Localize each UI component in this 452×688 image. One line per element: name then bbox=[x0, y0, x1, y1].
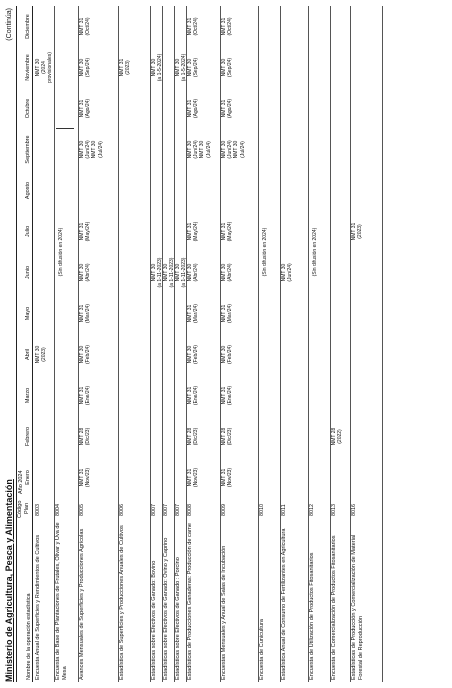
release-line: NMT 30 bbox=[233, 140, 240, 159]
release-line: NMT 30 bbox=[79, 345, 85, 364]
release-line: (Ago/24) bbox=[85, 98, 92, 119]
release-line: NMT 30 bbox=[199, 140, 206, 159]
release-line: (2023) bbox=[357, 224, 364, 239]
release-line: (Sep/24) bbox=[193, 57, 200, 78]
release-line: NMT 30 bbox=[79, 263, 85, 282]
release-cell bbox=[221, 375, 233, 416]
release-line: NMT 30 bbox=[175, 58, 181, 77]
release-cell bbox=[221, 47, 233, 88]
no-release-note: (Sin difusión en 2024) bbox=[262, 227, 268, 277]
plan-code: 8008 bbox=[187, 504, 193, 516]
release-line: (Feb/24) bbox=[227, 345, 234, 364]
release-line: NMT 31 bbox=[119, 58, 125, 77]
release-line: NMT 31 bbox=[221, 304, 227, 323]
plan-code: 8009 bbox=[221, 504, 227, 516]
release-line: NMT 30 bbox=[163, 263, 169, 282]
operation-name: Encuesta de Utilización de Productos Fitosanitarios bbox=[309, 552, 315, 680]
plan-code: 8007 bbox=[151, 504, 157, 516]
release-line: NMT 31 bbox=[79, 17, 85, 36]
release-line: (Feb/24) bbox=[85, 345, 92, 364]
release-cell bbox=[351, 211, 363, 252]
month-header-septiembre: Septiembre bbox=[25, 135, 31, 164]
release-line: NMT 31 bbox=[79, 468, 85, 487]
release-cell bbox=[79, 293, 91, 334]
release-cell bbox=[79, 416, 91, 457]
release-cell bbox=[187, 6, 199, 47]
no-release-note: (Sin difusión en 2024) bbox=[312, 227, 318, 277]
release-line: NMT 31 bbox=[221, 222, 227, 241]
month-header-diciembre: Diciembre bbox=[25, 14, 31, 39]
release-line: (a 1-11-2023) bbox=[181, 257, 188, 288]
release-line: NMT 28 bbox=[79, 427, 85, 446]
release-line: NMT 31 bbox=[187, 386, 193, 405]
operation-name: Encuesta de Comercialización de Productos Fitosanitarios bbox=[331, 535, 337, 680]
release-cell bbox=[79, 129, 104, 170]
plan-code: 8011 bbox=[281, 504, 287, 516]
release-line: (Ene/24) bbox=[227, 385, 234, 406]
release-line: (Oct/24) bbox=[227, 17, 234, 36]
release-cell bbox=[221, 211, 233, 252]
release-line: NMT 30 bbox=[221, 345, 227, 364]
plan-code: 8010 bbox=[259, 504, 265, 516]
release-cell bbox=[187, 88, 199, 129]
continued-label: (Continúa) bbox=[6, 8, 13, 41]
release-line: NMT 30 bbox=[151, 263, 157, 282]
release-line: (Jul/24) bbox=[97, 141, 104, 158]
release-cell bbox=[79, 6, 91, 47]
page-title: Ministerio de Agricultura, Pesca y Alimentación bbox=[4, 479, 14, 682]
release-line: NMT 31 bbox=[187, 468, 193, 487]
month-header-febrero: Febrero bbox=[25, 426, 31, 447]
release-line: (Ene/24) bbox=[85, 385, 92, 406]
release-cell bbox=[221, 334, 233, 375]
release-line: NMT 30 bbox=[187, 58, 193, 77]
release-cell bbox=[221, 457, 233, 498]
release-line: NMT 28 bbox=[187, 427, 193, 446]
release-line: (Jun/24) bbox=[227, 140, 234, 159]
release-line: NMT 31 bbox=[79, 386, 85, 405]
operation-name: Estadísticas sobre Efectivos de Ganado: Ovino y Caprino bbox=[163, 537, 169, 680]
release-cell bbox=[331, 416, 343, 457]
release-cell bbox=[79, 334, 91, 375]
release-cell bbox=[281, 252, 293, 293]
release-line: (a 1-11-2023) bbox=[157, 257, 164, 288]
release-line: (Dic/23) bbox=[193, 427, 200, 446]
release-line: (2023) bbox=[125, 60, 132, 75]
row-divider bbox=[382, 6, 383, 682]
release-cell bbox=[221, 88, 233, 129]
col-code-header-2: Plan bbox=[24, 502, 30, 514]
release-line: NMT 30 bbox=[221, 58, 227, 77]
release-line: (May/24) bbox=[227, 221, 234, 242]
release-line: (a 1-11-2023) bbox=[169, 257, 176, 288]
release-line: NMT 30 bbox=[281, 263, 287, 282]
month-header-junio: Junio bbox=[25, 265, 31, 280]
plan-code: 8006 bbox=[119, 504, 125, 516]
release-cell bbox=[221, 416, 233, 457]
plan-code: 8016 bbox=[351, 504, 357, 516]
release-line: (Jun/24) bbox=[85, 140, 92, 159]
col-code-header-1: Código bbox=[17, 500, 23, 518]
release-line: (Jul/24) bbox=[239, 141, 246, 158]
release-line: NMT 30 bbox=[175, 263, 181, 282]
plan-code: 8013 bbox=[331, 504, 337, 516]
month-header-julio: Julio bbox=[25, 225, 31, 238]
release-line: (Mar/24) bbox=[227, 304, 234, 323]
month-header-mayo: Mayo bbox=[25, 306, 31, 321]
plan-code: 8012 bbox=[309, 504, 315, 516]
release-line: (Nov/23) bbox=[85, 467, 92, 488]
release-line: (Abr/24) bbox=[227, 263, 234, 282]
operation-name: Estadística Anual de Consumo de Fertilizantes en Agricultura bbox=[281, 528, 287, 680]
operation-name: Avances Mensuales de Superficies y Producciones Agrícolas bbox=[79, 528, 85, 680]
release-line: NMT 31 bbox=[351, 222, 357, 241]
release-line: (Abr/24) bbox=[85, 263, 92, 282]
release-cell bbox=[79, 88, 91, 129]
operation-name: Encuesta de Base de Plantaciones de Frutales, Olivar y Uva de Mesa bbox=[55, 522, 68, 680]
release-line: NMT 30 bbox=[187, 345, 193, 364]
release-line: (Oct/24) bbox=[193, 17, 200, 36]
release-line: (Abr/24) bbox=[193, 263, 200, 282]
release-line: (2023) bbox=[41, 347, 48, 362]
month-header-agosto: Agosto bbox=[25, 181, 31, 200]
release-cell bbox=[187, 416, 199, 457]
operation-name: Estadística de Superficies y Producciones Anuales de Cultivos bbox=[119, 525, 125, 680]
release-line: NMT 31 bbox=[187, 304, 193, 323]
release-line: (Ene/24) bbox=[193, 385, 200, 406]
release-line: (Ago/24) bbox=[193, 98, 200, 119]
operation-name: Estadísticas de Producciones Ganaderas: Producción de carne bbox=[187, 522, 193, 680]
release-line: (Dic/23) bbox=[85, 427, 92, 446]
release-line: NMT 28 bbox=[331, 427, 337, 446]
column-tick bbox=[56, 128, 74, 129]
operation-name: Encuesta Anual de Superficies y Rendimientos de Cultivos bbox=[35, 534, 41, 680]
month-header-marzo: Marzo bbox=[25, 387, 31, 404]
release-cell bbox=[221, 129, 246, 170]
plan-code: 8007 bbox=[175, 504, 181, 516]
release-line: NMT 30 bbox=[91, 140, 98, 159]
release-line: NMT 31 bbox=[221, 386, 227, 405]
operation-name: Encuesta de Cunicultura bbox=[259, 619, 265, 680]
release-line: (Jun/24) bbox=[193, 140, 200, 159]
release-cell bbox=[187, 211, 199, 252]
release-cell bbox=[187, 293, 199, 334]
release-line: (Dic/23) bbox=[227, 427, 234, 446]
release-line: (a 1-5-2024) bbox=[157, 53, 164, 82]
month-rule bbox=[32, 6, 33, 682]
release-cell bbox=[187, 47, 199, 88]
no-release-note: (Sin difusión en 2024) bbox=[58, 227, 64, 277]
plan-code: 8007 bbox=[163, 504, 169, 516]
release-line: NMT 31 bbox=[221, 17, 227, 36]
release-line: NMT 30 bbox=[35, 345, 41, 364]
release-line: (Jul/24) bbox=[205, 141, 212, 158]
operation-name: Estadísticas sobre Efectivos de Ganado : Porcino bbox=[175, 557, 181, 680]
release-line: (Sep/24) bbox=[227, 57, 234, 78]
release-cell bbox=[187, 457, 199, 498]
release-line: NMT 31 bbox=[187, 17, 193, 36]
release-line: NMT 28 bbox=[221, 427, 227, 446]
release-line: NMT 31 bbox=[79, 304, 85, 323]
release-cell bbox=[79, 47, 91, 88]
release-line: NMT 30 bbox=[221, 140, 227, 159]
release-line: NMT 30 bbox=[79, 58, 85, 77]
operation-name: Estadísticas de Producción y Comercialización de Material Forestal de Reproducción bbox=[351, 534, 364, 680]
release-cell bbox=[119, 47, 131, 88]
release-line: (a 1-5-2024) bbox=[181, 53, 188, 82]
col-operation-header: Nombre de la operación estadística bbox=[26, 593, 32, 680]
release-line: NMT 30 bbox=[151, 58, 157, 77]
release-line: (Feb/24) bbox=[193, 345, 200, 364]
release-cell bbox=[221, 293, 233, 334]
month-header-abril: Abril bbox=[25, 349, 31, 361]
year-header: Año 2024 bbox=[18, 470, 24, 494]
release-line: NMT 31 bbox=[79, 99, 85, 118]
release-line: NMT 30 bbox=[187, 140, 193, 159]
plan-code: 8003 bbox=[35, 504, 41, 516]
release-line: NMT 31 bbox=[79, 222, 85, 241]
release-line: NMT 30 bbox=[79, 140, 85, 159]
release-line: NMT 30 bbox=[187, 263, 193, 282]
release-cell bbox=[221, 6, 233, 47]
release-cell bbox=[35, 47, 54, 88]
release-line: NMT 30 bbox=[221, 263, 227, 282]
release-line: NMT 31 bbox=[187, 222, 193, 241]
release-line: (Ago/24) bbox=[227, 98, 234, 119]
release-cell bbox=[221, 252, 233, 293]
release-line: (Nov/23) bbox=[227, 467, 234, 488]
operation-name: Estadísticas sobre Efectivos de Ganado: Bovino bbox=[151, 560, 157, 680]
release-line: (2022) bbox=[337, 429, 344, 444]
release-line: (Mar/24) bbox=[193, 304, 200, 323]
release-cell bbox=[187, 334, 199, 375]
month-header-noviembre: Noviembre bbox=[25, 54, 31, 81]
release-line: provisionales) bbox=[47, 52, 54, 83]
release-line: (Nov/23) bbox=[193, 467, 200, 488]
month-header-enero: Enero bbox=[25, 470, 31, 485]
release-cell bbox=[187, 252, 199, 293]
release-line: NMT 31 bbox=[187, 99, 193, 118]
release-cell bbox=[79, 211, 91, 252]
release-cell bbox=[79, 252, 91, 293]
release-line: (2024 bbox=[41, 61, 48, 74]
release-line: (Sep/24) bbox=[85, 57, 92, 78]
release-line: (Mar/24) bbox=[85, 304, 92, 323]
plan-code: 8005 bbox=[79, 504, 85, 516]
release-line: NMT 31 bbox=[221, 468, 227, 487]
release-line: (Oct/24) bbox=[85, 17, 92, 36]
release-line: NMT 31 bbox=[221, 99, 227, 118]
release-cell bbox=[79, 457, 91, 498]
operation-name: Encuestas Mensuales y Anual de Salas de Incubación bbox=[221, 545, 227, 680]
release-cell bbox=[79, 375, 91, 416]
plan-code: 8004 bbox=[55, 504, 61, 516]
release-cell bbox=[187, 375, 199, 416]
release-cell bbox=[35, 334, 47, 375]
month-header-octubre: Octubre bbox=[25, 98, 31, 119]
release-line: (Jun/24) bbox=[287, 263, 294, 282]
release-line: NMT 30 bbox=[35, 58, 41, 77]
release-line: (May/24) bbox=[193, 221, 200, 242]
header-rule bbox=[16, 6, 17, 682]
release-cell bbox=[187, 129, 212, 170]
release-line: (May/24) bbox=[85, 221, 92, 242]
